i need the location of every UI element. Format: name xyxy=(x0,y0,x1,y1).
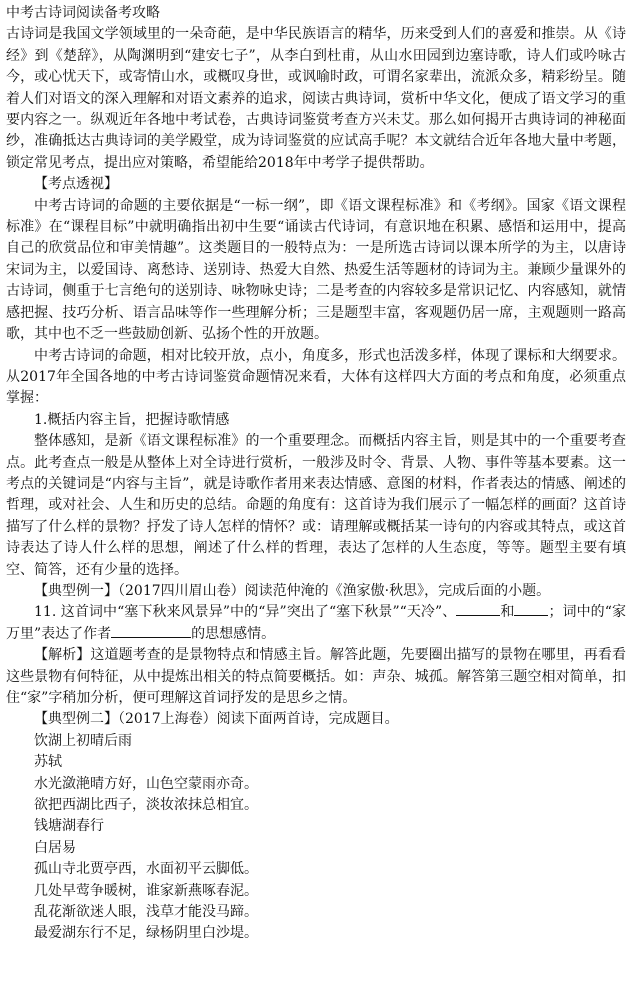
question-11 xyxy=(6,602,626,645)
answer-blank-2[interactable] xyxy=(514,602,548,616)
body-paragraph-2: 中考古诗词的命题，相对比较开放，点小，角度多，形式也活泼多样，体现了课标和大纲要求。从2017年全国各地的中考古诗词鉴赏命题情况来看，大体有这样四大方面的考点和角度，必须重点掌握： xyxy=(6,347,626,407)
poem-1-title: 饮湖上初晴后雨 xyxy=(34,732,132,749)
answer-blank-3[interactable] xyxy=(111,624,191,638)
question-text-part4: 的思想感情。 xyxy=(191,625,276,642)
example-2-heading: 【典型例二】（2017上海卷）阅读下面两首诗，完成题目。 xyxy=(34,711,399,728)
analysis-paragraph: 【解析】这道题考查的是景物特点和情感主旨。解答此题，先要圈出描写的景物在哪里，再看看这些景物有何特征，从中提炼出相关的特点简要概括。如：声杂、城孤。解答第三题空相对简单，扣住“家”字稍加分析，便可理解这首词抒发的是思乡之情。 xyxy=(6,647,626,706)
poem-2-line: 乱花渐欲迷人眼，浅草才能没马蹄。 xyxy=(34,904,258,921)
question-text-part1: 11. 这首词中“塞下秋来风景异”中的“异”突出了“塞下秋景”“天冷”、 xyxy=(34,604,457,621)
poem-2-line: 孤山寺北贾亭西，水面初平云脚低。 xyxy=(34,861,258,878)
document-title: 中考古诗词阅读备考攻略 xyxy=(6,5,160,21)
point-1-heading: 1.概括内容主旨，把握诗歌情感 xyxy=(34,411,230,428)
section-heading: 【考点透视】 xyxy=(34,176,118,193)
poem-2-title: 钱塘湖春行 xyxy=(34,818,104,835)
poem-1-line: 水光潋滟晴方好，山色空蒙雨亦奇。 xyxy=(34,775,258,792)
body-paragraph-1: 中考古诗词的命题的主要依据是“一标一纲”，即《语文课程标准》和《考纲》。国家《语文课程标准》在“课程目标”中就明确指出初中生要“诵读古代诗词，有意识地在积累、感悟和运用中，提高自己的欣赏品位和审美情趣”。这类题目的一般特点为：一是所选古诗词以课本所学的为主，以唐诗宋词为主，以爱国诗、离愁诗、送别诗、热爱大自然、热爱生活等题材的诗词为主。兼顾少量课外的古诗词，侧重于七言绝句的送别诗、咏物咏史诗；二是考查的内容较多是常识记忆、内容感知，就情感把握、技巧分析、语言品味等作一些理解分析；三是题型丰富，客观题仍居一席，主观题则一路高歌，其中也不乏一些鼓励创新、弘扬个性的开放题。 xyxy=(6,197,626,343)
question-text-part2: 和 xyxy=(500,604,515,621)
poem-2-line: 最爱湖东行不足，绿杨阴里白沙堤。 xyxy=(34,925,258,942)
example-1-heading: 【典型例一】（2017四川眉山卷）阅读范仲淹的《渔家傲·秋思》，完成后面的小题。 xyxy=(34,582,551,599)
poem-2-line: 几处早莺争暖树，谁家新燕啄春泥。 xyxy=(34,882,258,899)
poem-2-author: 白居易 xyxy=(34,839,76,856)
answer-blank-1[interactable] xyxy=(456,602,500,616)
poem-1-author: 苏轼 xyxy=(34,754,62,771)
point-1-body: 整体感知，是新《语文课程标准》的一个重要理念。而概括内容主旨，则是其中的一个重要考查点。此考查点一般是从整体上对全诗进行赏析，一般涉及时令、背景、人物、事件等基本要素。这一考点的关键词是“内容与主旨”，就是诗歌作者用来表达情感、意图的材料，作者表达的情感、阐述的哲理，或对社会、人生和历史的总结。命题的角度有：这首诗为我们展示了一幅怎样的画面？这首诗描写了什么样的景物？抒发了诗人怎样的情怀？或：请理解或概括某一诗句的内容或其特点，或这首诗表达了诗人什么样的思想，阐述了什么样的哲理，表达了怎样的人生态度，等等。题型主要有填空、简答，还有少量的选择。 xyxy=(6,433,626,578)
question-text-part3: ；词中的“家万里”表达了作者 xyxy=(6,604,626,642)
poem-1-line: 欲把西湖比西子，淡妆浓抹总相宜。 xyxy=(34,797,258,814)
intro-paragraph: 古诗词是我国文学领域里的一朵奇葩，是中华民族语言的精华，历来受到人们的喜爱和推崇。从《诗经》到《楚辞》，从陶渊明到“建安七子”，从李白到杜甫，从山水田园到边塞诗歌，诗人们或吟咏古今，或心忧天下，或寄情山水，或概叹身世，或讽喻时政，可谓名家辈出，流派众多，精彩纷呈。随着人们对语文的深入理解和对语文素养的追求，阅读古典诗词，赏析中华文化，便成了语文学习的重要内容之一。纵观近年各地中考试卷，古典诗词鉴赏考查方兴未艾。那么如何揭开古典诗词的神秘面纱，准确抵达古典诗词的美学殿堂，成为诗词鉴赏的应试高手呢？本文就结合近年各地大量中考题，锁定常见考点，提出应对策略，希望能给2018年中考学子提供帮助。 xyxy=(6,26,626,171)
